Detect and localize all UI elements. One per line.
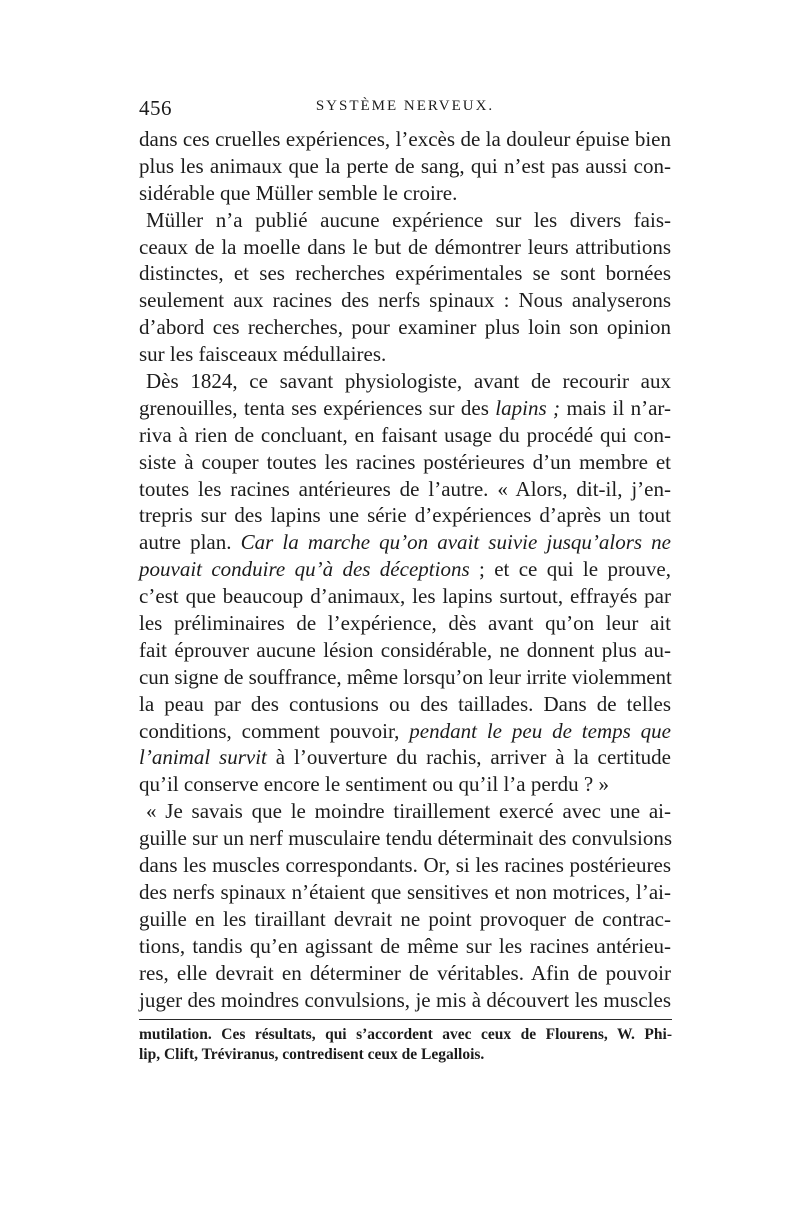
- text-line: distinctes, et ses recherches expérimentales se sont bornées: [139, 261, 671, 286]
- text-line: riva à rien de concluant, en faisant usage du procédé qui con-: [139, 422, 671, 447]
- footnote-line: lip, Clift, Tréviranus, contredisent ceux de Legallois.: [139, 1046, 485, 1063]
- text-line: qu’il conserve encore le sentiment ou qu’il l’a perdu ? »: [139, 772, 609, 797]
- footnote-line: mutilation. Ces résultats, qui s’accordent avec ceux de Flourens, W. Phi-: [139, 1026, 672, 1043]
- text-line: siste à couper toutes les racines postérieures d’un membre et: [139, 449, 671, 474]
- text-line: tions, tandis qu’en agissant de même sur les racines antérieu-: [139, 933, 671, 958]
- running-head: SYSTÈME NERVEUX.: [315, 98, 495, 114]
- text-line: cun signe de souffrance, même lorsqu’on leur irrite violemment: [139, 664, 672, 689]
- paragraph: [139, 207, 671, 368]
- text-line: « Je savais que le moindre tiraillement exercé avec une ai-: [146, 799, 671, 824]
- paragraph: [139, 126, 671, 207]
- text-line: guille en les tiraillant devrait ne point provoquer de contrac-: [139, 906, 671, 931]
- text-line: juger des moindres convulsions, je mis à découvert les muscles: [139, 987, 671, 1012]
- text-line: d’abord ces recherches, pour examiner plus loin son opinion: [139, 315, 671, 340]
- text-line: grenouilles, tenta ses expériences sur des lapins ; mais il n’ar-: [139, 395, 671, 420]
- text-line: dans les muscles correspondants. Or, si les racines postérieures: [139, 853, 671, 878]
- text-line: pouvait conduire qu’à des déceptions ; et ce qui le prouve,: [139, 557, 672, 582]
- text-line: l’animal survit à l’ouverture du rachis, arriver à la certitude: [139, 745, 671, 770]
- text-line: conditions, comment pouvoir, pendant le peu de temps que: [139, 718, 671, 743]
- text-line: dans ces cruelles expériences, l’excès de la douleur épuise bien: [139, 127, 671, 151]
- text-line: la peau par des contusions ou des taillades. Dans de telles: [139, 691, 671, 716]
- text-line: guille sur un nerf musculaire tendu déterminait des convulsions: [139, 826, 673, 851]
- text-line: c’est que beaucoup d’animaux, les lapins surtout, effrayés par: [139, 584, 671, 609]
- text-line: trepris sur des lapins une série d’expériences d’après un tout: [139, 503, 671, 528]
- paragraph: [139, 798, 671, 1013]
- text-line: ceaux de la moelle dans le but de démontrer leurs attributions: [139, 234, 671, 259]
- text-line: Dès 1824, ce savant physiologiste, avant de recourir aux: [146, 369, 671, 394]
- text-line: autre plan. Car la marche qu’on avait suivie jusqu’alors ne: [139, 530, 672, 555]
- text-line: seulement aux racines des nerfs spinaux : Nous analyserons: [139, 288, 671, 313]
- text-line: sur les faisceaux médullaires.: [139, 342, 387, 367]
- text-line: Müller n’a publié aucune expérience sur les divers fais-: [146, 207, 671, 232]
- text-line: res, elle devrait en déterminer de véritables. Afin de pouvoir: [139, 960, 671, 985]
- text-line: sidérable que Müller semble le croire.: [139, 180, 458, 205]
- body-text: [139, 126, 671, 1013]
- footnote-divider: [139, 1019, 672, 1020]
- text-line: des nerfs spinaux n’étaient que sensitives et non motrices, l’ai-: [139, 879, 671, 904]
- paragraph: [139, 368, 671, 798]
- text-line: toutes les racines antérieures de l’autre. « Alors, dit-il, j’en-: [139, 476, 671, 501]
- page-number: 456: [139, 96, 172, 120]
- footnote: [139, 1025, 672, 1065]
- page-header: [139, 96, 671, 126]
- text-line: fait éprouver aucune lésion considérable, ne donnent plus au-: [139, 637, 671, 662]
- text-line: plus les animaux que la perte de sang, qui n’est pas aussi con-: [139, 153, 671, 178]
- text-line: les préliminaires de l’expérience, dès avant qu’on leur ait: [139, 611, 671, 636]
